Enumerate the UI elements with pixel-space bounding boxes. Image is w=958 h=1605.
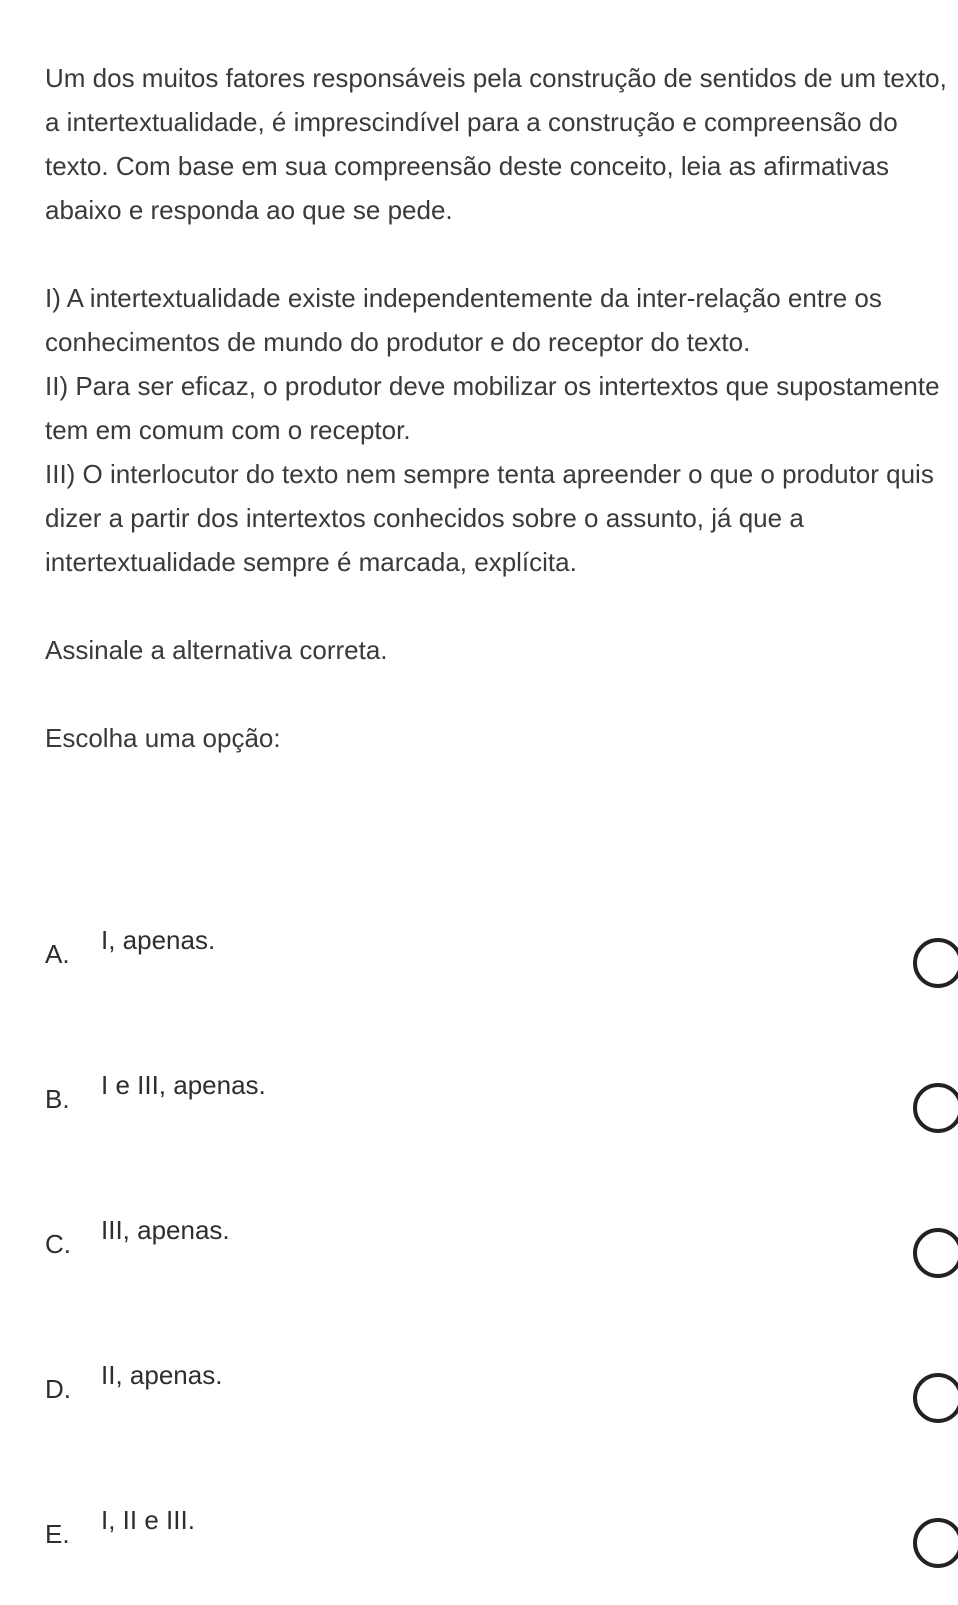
option-letter: A. — [45, 939, 70, 969]
option-letter: B. — [45, 1084, 70, 1114]
radio-button-b[interactable] — [913, 1083, 958, 1133]
option-text: III, apenas. — [101, 1215, 230, 1245]
option-e[interactable] — [0, 1505, 958, 1605]
question-intro: Um dos muitos fatores responsáveis pela construção de sentidos de um texto, a intertextualidade, é imprescindível para a construção e compreensão do texto. Com base em sua compreensão deste conceito, leia as afirmativas abaixo e responda ao que se pede. — [45, 63, 947, 225]
question-instruction: Assinale a alternativa correta. — [45, 635, 388, 665]
option-text: I e III, apenas. — [101, 1070, 266, 1100]
option-b[interactable] — [0, 1070, 958, 1170]
option-d[interactable] — [0, 1360, 958, 1460]
radio-button-a[interactable] — [913, 938, 958, 988]
option-letter: E. — [45, 1519, 70, 1549]
statement-2: II) Para ser eficaz, o produtor deve mobilizar os intertextos que supostamente tem em comum com o receptor. — [45, 371, 940, 445]
statement-3: III) O interlocutor do texto nem sempre tenta apreender o que o produtor quis dizer a partir dos intertextos conhecidos sobre o assunto, já que a intertextualidade sempre é marcada, explícita. — [45, 459, 934, 577]
option-text: II, apenas. — [101, 1360, 223, 1390]
option-letter: D. — [45, 1374, 71, 1404]
option-text: I, apenas. — [101, 925, 216, 955]
option-a[interactable] — [0, 925, 958, 1025]
choose-option-prompt: Escolha uma opção: — [45, 723, 281, 753]
statement-1: I) A intertextualidade existe independentemente da inter-relação entre os conhecimentos de mundo do produtor e do receptor do texto. — [45, 283, 882, 357]
option-c[interactable] — [0, 1215, 958, 1315]
option-text: I, II e III. — [101, 1505, 195, 1535]
radio-button-e[interactable] — [913, 1518, 958, 1568]
radio-button-d[interactable] — [913, 1373, 958, 1423]
radio-button-c[interactable] — [913, 1228, 958, 1278]
question-block — [45, 56, 955, 760]
option-letter: C. — [45, 1229, 71, 1259]
